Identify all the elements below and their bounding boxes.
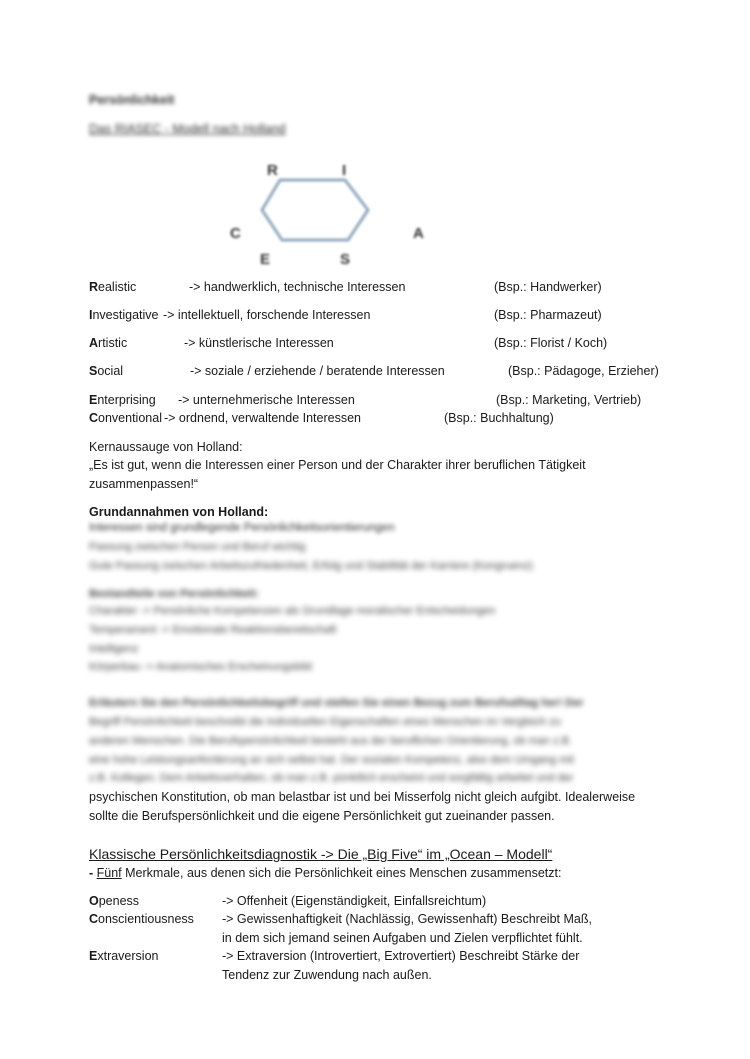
erlaeutern-line-4: eine hohe Leistungsanforderung an sich selbst hat. Der sozialen Kompetenz, also dem Umgang mit bbox=[89, 754, 574, 766]
bigfive-intro: - Fünf Merkmale, aus denen sich die Persönlichkeit eines Menschen zusammensetzt: bbox=[89, 866, 562, 880]
hex-label-e: E bbox=[260, 251, 271, 268]
hex-label-c: C bbox=[230, 225, 241, 242]
hex-label-a: A bbox=[413, 225, 424, 242]
riasec-term-social: Social bbox=[89, 364, 124, 378]
riasec-desc-investigative: -> intellektuell, forschende Interessen bbox=[163, 308, 371, 322]
bigfive-term-openess: Openess bbox=[89, 894, 140, 908]
erlaeutern-line-6: psychischen Konstitution, ob man belastbar ist und bei Misserfolg nicht gleich aufgibt. Idealerweise bbox=[89, 790, 636, 804]
grund-line-2: Passung zwischen Person und Beruf wichtig bbox=[89, 541, 306, 553]
riasec-example-investigative: (Bsp.: Pharmazeut) bbox=[494, 308, 602, 322]
bigfive-desc-extraversion-2: Tendenz zur Zuwendung nach außen. bbox=[222, 968, 432, 982]
riasec-hexagon-diagram bbox=[220, 155, 440, 270]
bestand-line-2: Temperament -> Emotionale Reaktionsbereitschaft bbox=[89, 624, 337, 636]
riasec-desc-artistic: -> künstlerische Interessen bbox=[184, 336, 334, 350]
bestand-line-1: Charakter -> Persönliche Kompetenzen als Grundlage moralischer Entscheidungen bbox=[89, 605, 496, 617]
kern-label: Kernaussauge von Holland: bbox=[89, 440, 243, 454]
bigfive-desc-conscientiousness-1: -> Gewissenhaftigkeit (Nachlässig, Gewissenhaft) Beschreibt Maß, bbox=[222, 912, 592, 926]
riasec-example-conventional: (Bsp.: Buchhaltung) bbox=[444, 411, 554, 425]
bestand-title: Bestandteile von Persönlichkeit: bbox=[89, 588, 259, 600]
riasec-term-enterprising: Enterprising bbox=[89, 393, 156, 407]
kern-quote-line-1: „Es ist gut, wenn die Interessen einer Person und der Charakter ihrer beruflichen Tätigkeit bbox=[89, 458, 586, 472]
bigfive-desc-conscientiousness-2: in dem sich jemand seinen Aufgaben und Zielen verpflichtet fühlt. bbox=[222, 931, 583, 945]
riasec-example-artistic: (Bsp.: Florist / Koch) bbox=[494, 336, 608, 350]
riasec-term-realistic: Realistic bbox=[89, 280, 137, 294]
hexagon-shape bbox=[262, 180, 368, 240]
riasec-term-conventional: Conventional bbox=[89, 411, 162, 425]
erlaeutern-line-2: Begriff Persönlichkeit beschreibt die individuellen Eigenschaften eines Menschen im Vergleich zu bbox=[89, 716, 561, 728]
kern-quote-line-2: zusammenpassen!“ bbox=[89, 477, 199, 491]
bigfive-heading: Klassische Persönlichkeitsdiagnostik -> Die „Big Five“ im „Ocean – Modell“ bbox=[89, 846, 553, 862]
erlaeutern-line-1: Erläutern Sie den Persönlichkeitsbegriff und stellen Sie einen Bezug zum Berufsalltag her! Der bbox=[89, 697, 584, 709]
hex-label-r: R bbox=[267, 162, 278, 179]
riasec-desc-social: -> soziale / erziehende / beratende Interessen bbox=[190, 364, 445, 378]
riasec-desc-enterprising: -> unternehmerische Interessen bbox=[178, 393, 355, 407]
riasec-example-social: (Bsp.: Pädagoge, Erzieher) bbox=[508, 364, 659, 378]
riasec-example-realistic: (Bsp.: Handwerker) bbox=[494, 280, 602, 294]
page-title: Persönlichkeit bbox=[89, 93, 175, 107]
riasec-term-investigative: Investigative bbox=[89, 308, 159, 322]
erlaeutern-line-5: z.B. Kollegen. Dem Arbeitsverhalten, ob man z.B. pünktlich erscheint und sorgfältig arbeitet und der bbox=[89, 772, 574, 784]
grund-line-3: Gute Passung zwischen Arbeitszufriedenheit, Erfolg und Stabilität der Karriere (Kongruenz) bbox=[89, 560, 533, 572]
bestand-line-4: Körperbau -> Anatomisches Erscheinungsbild bbox=[89, 661, 312, 673]
erlaeutern-line-3: anderen Menschen. Die Berufspersönlichkeit besteht aus der beruflichen Orientierung, ob man z.B. bbox=[89, 735, 573, 747]
riasec-term-artistic: Artistic bbox=[89, 336, 128, 350]
bigfive-desc-extraversion-1: -> Extraversion (Introvertiert, Extrovertiert) Beschreibt Stärke der bbox=[222, 949, 580, 963]
riasec-example-enterprising: (Bsp.: Marketing, Vertrieb) bbox=[496, 393, 642, 407]
hex-label-s: S bbox=[340, 251, 351, 268]
grund-line-1: Interessen sind grundlegende Persönlichkeitsorientierungen bbox=[89, 522, 395, 534]
riasec-desc-conventional: -> ordnend, verwaltende Interessen bbox=[164, 411, 361, 425]
grund-title: Grundannahmen von Holland: bbox=[89, 505, 269, 519]
bigfive-term-conscientiousness: Conscientiousness bbox=[89, 912, 194, 926]
erlaeutern-line-7: sollte die Berufspersönlichkeit und die eigene Persönlichkeit gut zueinander passen. bbox=[89, 809, 555, 823]
hex-label-i: I bbox=[342, 162, 347, 179]
bigfive-term-extraversion: Extraversion bbox=[89, 949, 159, 963]
bestand-line-3: Intelligenz bbox=[89, 643, 139, 655]
page-subtitle: Das RIASEC - Modell nach Holland bbox=[89, 122, 286, 136]
bigfive-desc-openess: -> Offenheit (Eigenständigkeit, Einfallsreichtum) bbox=[222, 894, 487, 908]
riasec-desc-realistic: -> handwerklich, technische Interessen bbox=[189, 280, 406, 294]
